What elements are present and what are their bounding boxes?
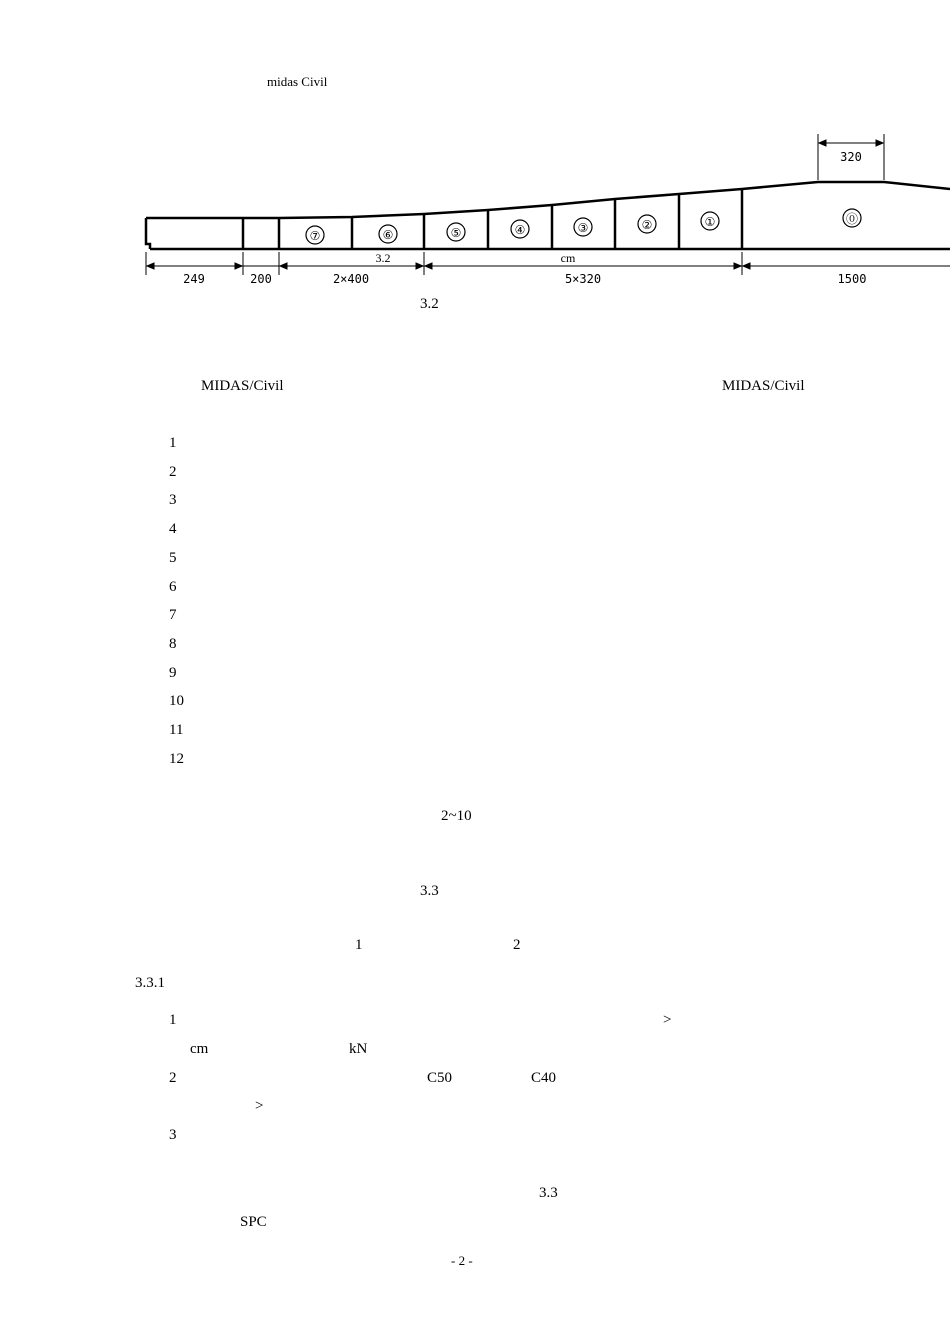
section-line-num-1: 1	[355, 937, 363, 953]
list-item: 4	[169, 521, 177, 537]
list-item: 7	[169, 607, 177, 623]
page-number: - 2 -	[451, 1253, 473, 1268]
sub-item-2-c50: C50	[427, 1070, 453, 1086]
section-heading: 3.3	[420, 883, 439, 899]
sub-item-1-unit-cm: cm	[190, 1041, 209, 1057]
girder-outline	[146, 182, 950, 249]
sub-item-2-gt: >	[255, 1098, 264, 1114]
sub-item-2-number: 2	[169, 1070, 177, 1086]
segment-label-7: ⑦	[309, 229, 321, 243]
list-item: 12	[169, 751, 184, 767]
dimension-200: 200	[250, 272, 272, 286]
segment-label-4: ④	[514, 223, 526, 237]
bridge-segment-figure	[0, 0, 950, 300]
sub-item-3-number: 3	[169, 1127, 177, 1143]
para-midas-right: MIDAS/Civil	[722, 378, 805, 394]
segment-label-5: ⑤	[450, 226, 462, 240]
segment-label-2: ②	[641, 218, 653, 232]
list-item: 11	[169, 722, 184, 738]
range-text: 2~10	[441, 808, 472, 824]
para-midas-left: MIDAS/Civil	[201, 378, 284, 394]
sub-item-1-gt: >	[663, 1012, 672, 1028]
segment-label-1: ①	[704, 215, 716, 229]
segment-label-0: ⓪	[845, 212, 859, 226]
segment-label-6: ⑥	[382, 228, 394, 242]
sub-item-1-number: 1	[169, 1012, 177, 1028]
dimension-1500: 1500	[837, 272, 867, 286]
list-item: 3	[169, 492, 177, 508]
list-item: 10	[169, 693, 184, 709]
dimension-2x400: 2×400	[332, 272, 370, 286]
dimension-249: 249	[183, 272, 205, 286]
sub-item-1-unit-kn: kN	[349, 1041, 368, 1057]
list-item: 9	[169, 665, 177, 681]
list-item: 8	[169, 636, 177, 652]
top-dimension-label: 320	[840, 150, 862, 164]
list-item: 6	[169, 579, 177, 595]
list-item: 5	[169, 550, 177, 566]
section-line-num-2: 2	[513, 937, 521, 953]
list-item: 1	[169, 435, 177, 451]
sub-item-2-c40: C40	[531, 1070, 557, 1086]
list-item: 2	[169, 464, 177, 480]
figure-caption: 3.2	[420, 296, 439, 312]
reference-3-3: 3.3	[539, 1185, 558, 1201]
figure-inline-label-right: cm	[560, 251, 576, 265]
subsection-heading: 3.3.1	[135, 975, 165, 991]
header-software-name: midas Civil	[267, 74, 328, 89]
figure-inline-label-left: 3.2	[375, 251, 391, 265]
segment-label-3: ③	[577, 221, 589, 235]
dimension-5x320: 5×320	[564, 272, 602, 286]
spc-label: SPC	[240, 1214, 267, 1230]
